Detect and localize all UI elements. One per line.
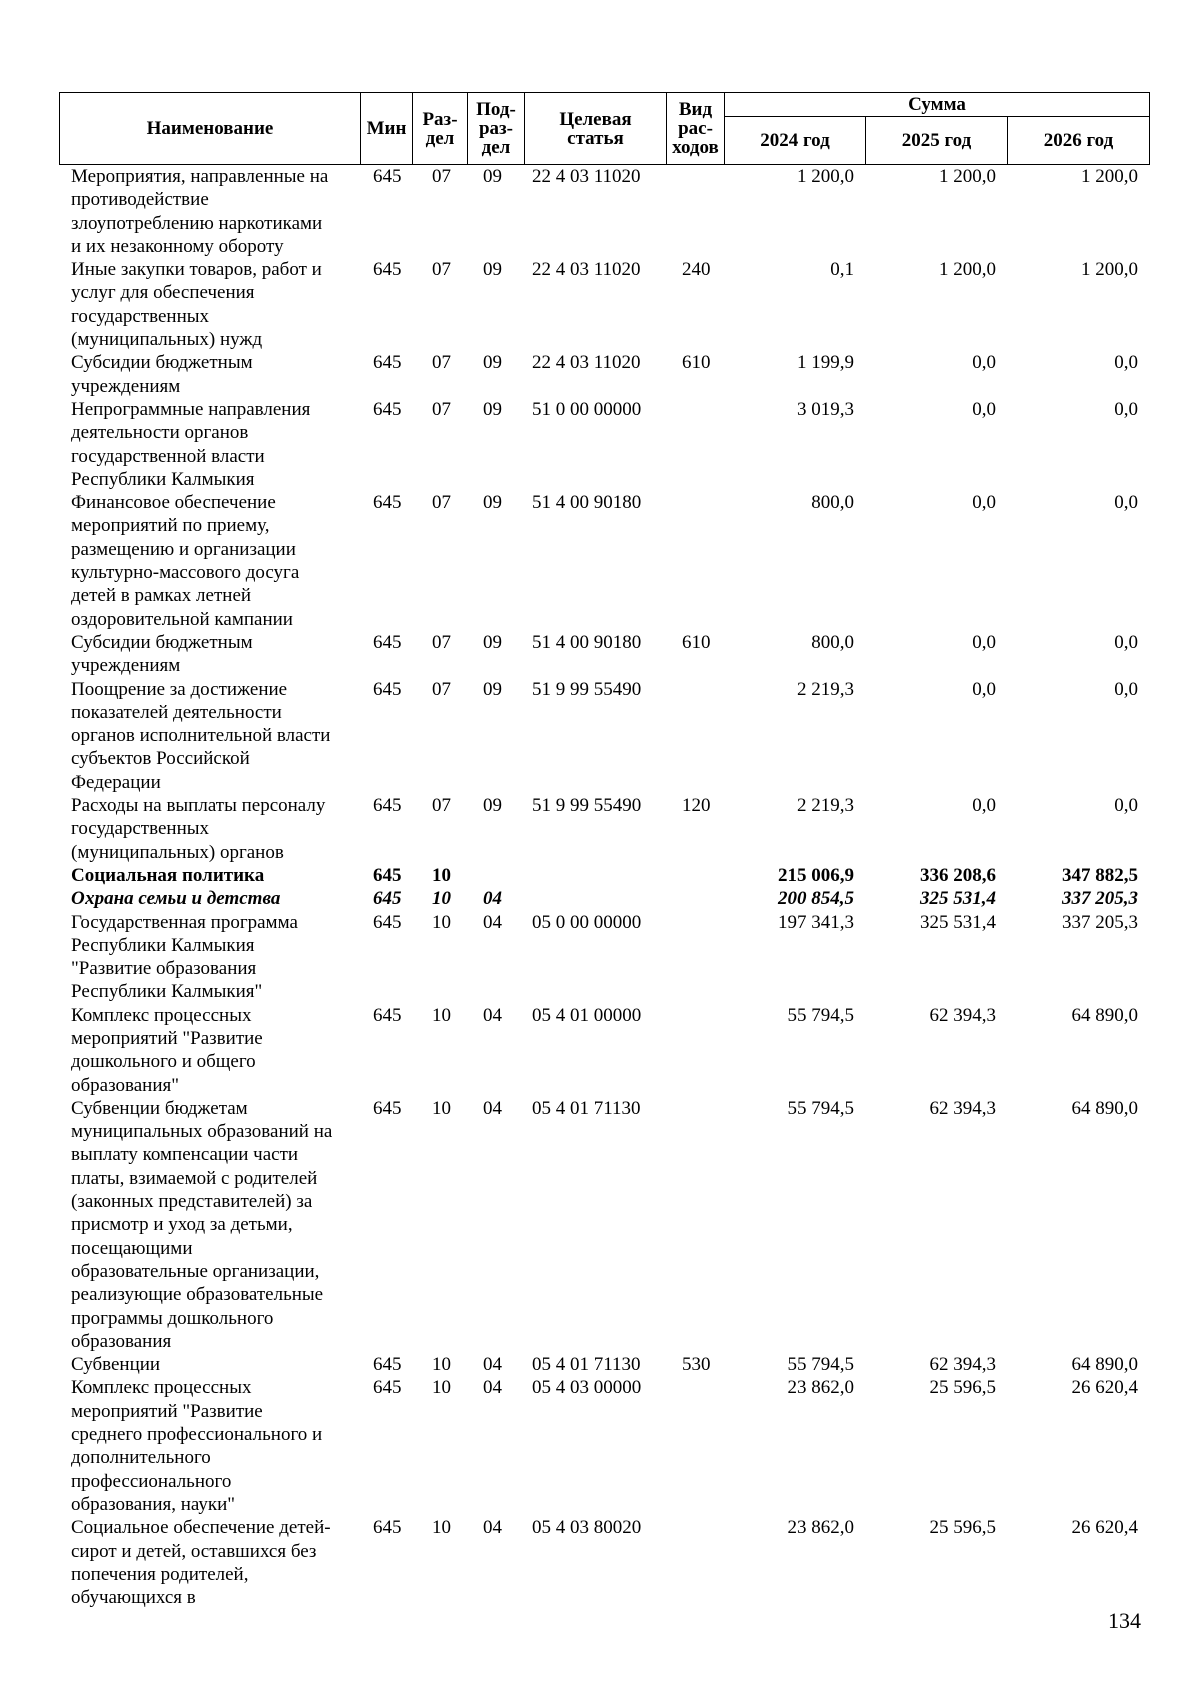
cell-podrazdel: 04 xyxy=(483,888,502,910)
cell-sum-2025: 25 596,5 xyxy=(929,1517,996,1539)
name-line: злоупотреблению наркотиками xyxy=(71,212,323,234)
name-line: (муниципальных) органов xyxy=(71,841,284,863)
name-line: Мероприятия, направленные на xyxy=(71,166,329,187)
cell-razdel: 10 xyxy=(432,911,451,933)
cell-sum-2026: 337 205,3 xyxy=(1062,911,1138,933)
header-razdel: Раз- дел xyxy=(413,93,468,165)
cell-celevaya-statya: 05 4 03 00000 xyxy=(532,1377,642,1399)
name-line: Социальное обеспечение детей- xyxy=(71,1517,331,1539)
name-line: Социальная политика xyxy=(71,864,265,886)
header-2026: 2026 год xyxy=(1008,117,1150,165)
cell-sum-2024: 23 862,0 xyxy=(787,1377,854,1399)
cell-podrazdel: 04 xyxy=(483,1004,502,1026)
cell-sum-2026: 64 890,0 xyxy=(1071,1004,1138,1026)
name-line: платы, взимаемой с родителей xyxy=(71,1167,318,1189)
cell-sum-2026: 26 620,4 xyxy=(1071,1377,1138,1399)
cell-sum-2025: 325 531,4 xyxy=(920,911,996,933)
cell-min: 645 xyxy=(373,888,402,910)
cell-razdel: 10 xyxy=(432,1004,451,1026)
cell-sum-2025: 0,0 xyxy=(972,678,996,700)
cell-sum-2024: 197 341,3 xyxy=(778,911,854,933)
name-line: Комплекс процессных xyxy=(71,1377,252,1399)
name-line: среднего профессионального и xyxy=(71,1424,323,1446)
budget-table xyxy=(59,165,1149,1609)
table-row xyxy=(59,1097,1149,1353)
cell-vid-rashodov xyxy=(666,887,724,910)
cell-podrazdel: 09 xyxy=(483,259,502,281)
cell-sum-2026: 64 890,0 xyxy=(1071,1097,1138,1119)
cell-sum-2024: 1 200,0 xyxy=(797,166,854,187)
table-row xyxy=(59,887,1149,910)
cell-vid-rashodov: 530 xyxy=(682,1354,711,1376)
cell-celevaya-statya: 22 4 03 11020 xyxy=(532,352,641,374)
table-row xyxy=(59,678,1149,794)
cell-sum-2025: 0,0 xyxy=(972,492,996,514)
cell-name xyxy=(59,165,360,258)
cell-vid-rashodov xyxy=(666,1004,724,1097)
name-line: Субсидии бюджетным xyxy=(71,352,253,374)
header-celevaya-statya: Целевая статья xyxy=(525,93,667,165)
table-row xyxy=(59,165,1149,258)
name-line: Финансовое обеспечение xyxy=(71,492,276,514)
name-line: Комплекс процессных xyxy=(71,1004,252,1026)
table-row xyxy=(59,1004,1149,1097)
header-2025: 2025 год xyxy=(866,117,1008,165)
name-line: Непрограммные направления xyxy=(71,398,311,420)
cell-celevaya-statya: 05 4 03 80020 xyxy=(532,1517,642,1539)
cell-vid-rashodov xyxy=(666,1097,724,1353)
cell-sum-2025: 0,0 xyxy=(972,795,996,817)
cell-sum-2025: 25 596,5 xyxy=(929,1377,996,1399)
cell-name xyxy=(59,1516,360,1609)
cell-sum-2025: 1 200,0 xyxy=(939,166,996,187)
cell-min: 645 xyxy=(373,795,402,817)
cell-sum-2025: 62 394,3 xyxy=(929,1354,996,1376)
cell-podrazdel: 04 xyxy=(483,1097,502,1119)
cell-min: 645 xyxy=(373,1354,402,1376)
name-line: Субвенции xyxy=(71,1354,161,1376)
cell-name xyxy=(59,631,360,678)
cell-sum-2026: 64 890,0 xyxy=(1071,1354,1138,1376)
cell-sum-2026: 347 882,5 xyxy=(1062,864,1138,886)
cell-celevaya-statya: 51 4 00 90180 xyxy=(532,631,642,653)
name-line: дошкольного и общего xyxy=(71,1051,256,1073)
cell-razdel: 10 xyxy=(432,1377,451,1399)
cell-vid-rashodov xyxy=(666,864,724,887)
cell-celevaya-statya: 51 9 99 55490 xyxy=(532,678,642,700)
cell-name xyxy=(59,1353,360,1376)
cell-min: 645 xyxy=(373,1517,402,1539)
cell-name xyxy=(59,1376,360,1516)
cell-vid-rashodov xyxy=(666,398,724,491)
cell-min: 645 xyxy=(373,864,402,886)
cell-sum-2024: 200 854,5 xyxy=(778,888,854,910)
name-line: государственных xyxy=(71,818,210,840)
cell-min: 645 xyxy=(373,259,402,281)
cell-podrazdel: 09 xyxy=(483,166,502,187)
name-line: услуг для обеспечения xyxy=(71,282,255,304)
cell-sum-2024: 23 862,0 xyxy=(787,1517,854,1539)
cell-vid-rashodov xyxy=(666,491,724,631)
name-line: мероприятий по приему, xyxy=(71,515,270,537)
cell-name xyxy=(59,794,360,864)
name-line: присмотр и уход за детьми, xyxy=(71,1214,293,1236)
name-line: посещающими xyxy=(71,1237,193,1259)
cell-name xyxy=(59,911,360,1004)
cell-razdel: 07 xyxy=(432,352,451,374)
cell-sum-2024: 2 219,3 xyxy=(797,678,854,700)
cell-celevaya-statya: 51 0 00 00000 xyxy=(532,398,642,420)
cell-name xyxy=(59,864,360,887)
name-line: образования xyxy=(71,1330,172,1352)
header-vid-rashodov: Вид рас- ходов xyxy=(667,93,725,165)
cell-sum-2025: 336 208,6 xyxy=(920,864,996,886)
cell-min: 645 xyxy=(373,1097,402,1119)
page-number: 134 xyxy=(1108,1608,1141,1633)
cell-sum-2026: 0,0 xyxy=(1114,492,1138,514)
cell-sum-2024: 1 199,9 xyxy=(797,352,854,374)
name-line: деятельности органов xyxy=(71,422,249,444)
cell-celevaya-statya: 51 9 99 55490 xyxy=(532,795,642,817)
table-header xyxy=(59,92,1150,165)
cell-razdel: 07 xyxy=(432,492,451,514)
name-line: сирот и детей, оставшихся без xyxy=(71,1540,317,1562)
cell-sum-2026: 337 205,3 xyxy=(1062,888,1138,910)
cell-podrazdel: 04 xyxy=(483,1377,502,1399)
cell-name xyxy=(59,1097,360,1353)
name-line: оздоровительной кампании xyxy=(71,608,293,630)
cell-razdel: 07 xyxy=(432,166,451,187)
name-line: учреждениям xyxy=(71,655,181,677)
name-line: Поощрение за достижение xyxy=(71,678,288,700)
name-line: образования, науки" xyxy=(71,1493,236,1515)
cell-podrazdel: 09 xyxy=(483,398,502,420)
cell-celevaya-statya xyxy=(524,887,666,910)
name-line: Федерации xyxy=(71,771,161,793)
cell-min: 645 xyxy=(373,166,402,187)
name-line: детей в рамках летней xyxy=(71,585,252,607)
cell-name xyxy=(59,491,360,631)
cell-vid-rashodov xyxy=(666,678,724,794)
cell-celevaya-statya: 05 4 01 71130 xyxy=(532,1097,641,1119)
cell-vid-rashodov: 610 xyxy=(682,352,711,374)
cell-razdel: 07 xyxy=(432,678,451,700)
table-row xyxy=(59,398,1149,491)
name-line: Расходы на выплаты персоналу xyxy=(71,795,326,817)
cell-podrazdel: 04 xyxy=(483,1517,502,1539)
cell-sum-2026: 0,0 xyxy=(1114,795,1138,817)
cell-sum-2025: 325 531,4 xyxy=(920,888,996,910)
name-line: "Развитие образования xyxy=(71,958,257,980)
cell-sum-2025: 62 394,3 xyxy=(929,1097,996,1119)
cell-min: 645 xyxy=(373,631,402,653)
table-row xyxy=(59,911,1149,1004)
table-row xyxy=(59,864,1149,887)
name-line: государственных xyxy=(71,305,210,327)
name-line: мероприятий "Развитие xyxy=(71,1400,263,1422)
cell-min: 645 xyxy=(373,352,402,374)
name-line: попечения родителей, xyxy=(71,1563,249,1585)
cell-vid-rashodov xyxy=(666,165,724,258)
name-line: мероприятий "Развитие xyxy=(71,1027,263,1049)
cell-celevaya-statya: 05 0 00 00000 xyxy=(532,911,642,933)
name-line: субъектов Российской xyxy=(71,748,250,770)
cell-sum-2025: 1 200,0 xyxy=(939,259,996,281)
cell-name xyxy=(59,258,360,351)
header-summa: Сумма xyxy=(725,93,1150,117)
cell-min: 645 xyxy=(373,398,402,420)
cell-vid-rashodov: 610 xyxy=(682,631,711,653)
cell-razdel: 10 xyxy=(432,888,451,910)
cell-celevaya-statya: 22 4 03 11020 xyxy=(532,166,641,187)
table-row xyxy=(59,491,1149,631)
cell-celevaya-statya: 05 4 01 71130 xyxy=(532,1354,641,1376)
cell-min: 645 xyxy=(373,911,402,933)
cell-razdel: 10 xyxy=(432,1354,451,1376)
cell-razdel: 07 xyxy=(432,795,451,817)
name-line: выплату компенсации части xyxy=(71,1144,299,1166)
cell-vid-rashodov: 240 xyxy=(682,259,711,281)
cell-name xyxy=(59,1004,360,1097)
cell-sum-2026: 1 200,0 xyxy=(1081,259,1138,281)
cell-celevaya-statya: 22 4 03 11020 xyxy=(532,259,641,281)
cell-name xyxy=(59,678,360,794)
cell-name xyxy=(59,887,360,910)
cell-razdel: 07 xyxy=(432,631,451,653)
cell-razdel: 10 xyxy=(432,864,451,886)
name-line: (законных представителей) за xyxy=(71,1191,313,1213)
cell-celevaya-statya xyxy=(524,864,666,887)
cell-razdel: 07 xyxy=(432,398,451,420)
cell-sum-2026: 0,0 xyxy=(1114,678,1138,700)
cell-sum-2024: 2 219,3 xyxy=(797,795,854,817)
cell-sum-2024: 55 794,5 xyxy=(787,1097,854,1119)
header-2024: 2024 год xyxy=(725,117,866,165)
name-line: (муниципальных) нужд xyxy=(71,329,263,351)
name-line: противодействие xyxy=(71,189,209,211)
cell-sum-2026: 1 200,0 xyxy=(1081,166,1138,187)
cell-podrazdel: 09 xyxy=(483,492,502,514)
name-line: образования" xyxy=(71,1074,179,1096)
name-line: и их незаконному обороту xyxy=(71,235,284,257)
cell-podrazdel xyxy=(467,864,524,887)
cell-sum-2024: 3 019,3 xyxy=(797,398,854,420)
table-row xyxy=(59,794,1149,864)
cell-name xyxy=(59,351,360,398)
name-line: государственной власти xyxy=(71,445,265,467)
name-line: реализующие образовательные xyxy=(71,1284,324,1306)
table-row xyxy=(59,1376,1149,1516)
name-line: Государственная программа xyxy=(71,911,298,933)
name-line: Субсидии бюджетным xyxy=(71,631,253,653)
cell-sum-2026: 0,0 xyxy=(1114,398,1138,420)
name-line: органов исполнительной власти xyxy=(71,725,331,747)
table-row xyxy=(59,258,1149,351)
cell-min: 645 xyxy=(373,1377,402,1399)
cell-sum-2026: 0,0 xyxy=(1114,631,1138,653)
name-line: культурно-массового досуга xyxy=(71,562,300,584)
cell-razdel: 07 xyxy=(432,259,451,281)
header-min: Мин xyxy=(361,93,413,165)
cell-sum-2026: 0,0 xyxy=(1114,352,1138,374)
cell-sum-2025: 0,0 xyxy=(972,352,996,374)
header-podrazdel: Под- раз- дел xyxy=(468,93,525,165)
cell-podrazdel: 09 xyxy=(483,795,502,817)
cell-podrazdel: 09 xyxy=(483,352,502,374)
cell-vid-rashodov xyxy=(666,1516,724,1609)
cell-sum-2024: 215 006,9 xyxy=(778,864,854,886)
cell-sum-2026: 26 620,4 xyxy=(1071,1517,1138,1539)
name-line: Республики Калмыкия xyxy=(71,934,255,956)
cell-podrazdel: 09 xyxy=(483,678,502,700)
cell-razdel: 10 xyxy=(432,1517,451,1539)
cell-celevaya-statya: 51 4 00 90180 xyxy=(532,492,642,514)
cell-min: 645 xyxy=(373,678,402,700)
cell-sum-2024: 0,1 xyxy=(830,259,854,281)
cell-vid-rashodov xyxy=(666,911,724,1004)
cell-razdel: 10 xyxy=(432,1097,451,1119)
name-line: размещению и организации xyxy=(71,538,296,560)
name-line: Иные закупки товаров, работ и xyxy=(71,259,322,281)
cell-podrazdel: 04 xyxy=(483,1354,502,1376)
cell-podrazdel: 09 xyxy=(483,631,502,653)
cell-sum-2024: 800,0 xyxy=(811,492,854,514)
cell-min: 645 xyxy=(373,492,402,514)
name-line: муниципальных образований на xyxy=(71,1121,333,1143)
table-row xyxy=(59,1516,1149,1609)
cell-vid-rashodov: 120 xyxy=(682,795,711,817)
table-row xyxy=(59,631,1149,678)
cell-min: 645 xyxy=(373,1004,402,1026)
name-line: Субвенции бюджетам xyxy=(71,1097,248,1119)
header-name: Наименование xyxy=(60,93,361,165)
name-line: дополнительного xyxy=(71,1447,211,1469)
cell-celevaya-statya: 05 4 01 00000 xyxy=(532,1004,642,1026)
name-line: обучающихся в xyxy=(71,1587,196,1609)
name-line: Республики Калмыкия" xyxy=(71,981,263,1003)
cell-podrazdel: 04 xyxy=(483,911,502,933)
cell-sum-2024: 55 794,5 xyxy=(787,1004,854,1026)
table-row xyxy=(59,351,1149,398)
name-line: профессионального xyxy=(71,1470,232,1492)
name-line: показателей деятельности xyxy=(71,701,282,723)
cell-sum-2024: 800,0 xyxy=(811,631,854,653)
name-line: программы дошкольного xyxy=(71,1307,274,1329)
cell-sum-2025: 0,0 xyxy=(972,398,996,420)
table-row xyxy=(59,1353,1149,1376)
name-line: образовательные организации, xyxy=(71,1260,320,1282)
name-line: Охрана семьи и детства xyxy=(71,888,281,910)
cell-sum-2025: 62 394,3 xyxy=(929,1004,996,1026)
cell-sum-2024: 55 794,5 xyxy=(787,1354,854,1376)
cell-sum-2025: 0,0 xyxy=(972,631,996,653)
cell-vid-rashodov xyxy=(666,1376,724,1516)
name-line: учреждениям xyxy=(71,375,181,397)
name-line: Республики Калмыкия xyxy=(71,468,255,490)
cell-name xyxy=(59,398,360,491)
